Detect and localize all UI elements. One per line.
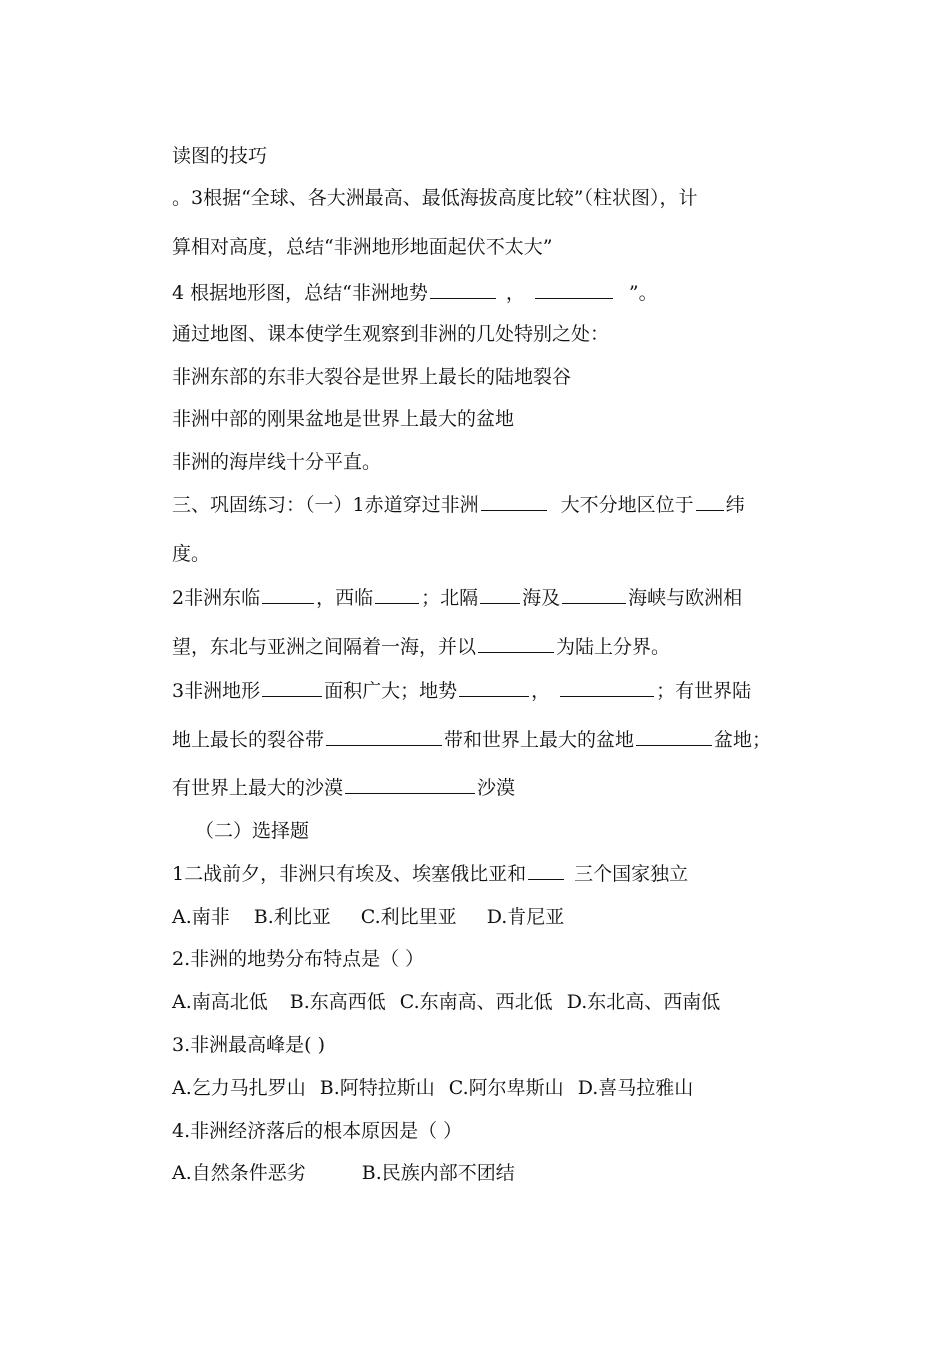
fill-blank[interactable] xyxy=(535,280,613,299)
question-3-options xyxy=(172,1075,693,1101)
line-exercise-3-end: 有世界上最大的沙漠 沙漠 xyxy=(172,777,516,799)
option-b[interactable]: B.利比亚 xyxy=(253,906,331,928)
fill-blank[interactable] xyxy=(262,585,314,604)
fill-blank[interactable] xyxy=(478,634,554,653)
question-1: 1二战前夕，非洲只有埃及、埃塞俄比亚和 三个国家独立 xyxy=(172,863,689,885)
question-3: 3.非洲最高峰是( ) xyxy=(172,1034,325,1056)
fill-blank[interactable] xyxy=(481,492,547,511)
question-1-options xyxy=(172,904,564,930)
line-exercise-3-cont: 地上最长的裂谷带 带和世界上最大的盆地 盆地； xyxy=(172,729,772,751)
question-2-options xyxy=(172,989,720,1015)
option-c[interactable]: C.阿尔卑斯山 xyxy=(448,1077,564,1099)
question-4: 4.非洲经济落后的根本原因是（ ） xyxy=(172,1120,463,1142)
fill-blank[interactable] xyxy=(528,861,564,880)
line-reading-tips: 读图的技巧 xyxy=(172,145,268,167)
fill-blank[interactable] xyxy=(562,585,626,604)
option-d[interactable]: D.肯尼亚 xyxy=(486,906,565,928)
question-4-options xyxy=(172,1160,515,1186)
line-item-3-cont: 算相对高度，总结“非洲地形地面起伏不太大” xyxy=(172,236,553,258)
option-a[interactable]: A.南高北低 xyxy=(172,991,268,1013)
line-congo-basin: 非洲中部的刚果盆地是世界上最大的盆地 xyxy=(172,408,515,430)
fill-blank[interactable] xyxy=(636,727,712,746)
fill-blank[interactable] xyxy=(430,280,496,299)
fill-blank[interactable] xyxy=(696,492,724,511)
option-b[interactable]: B.民族内部不团结 xyxy=(361,1162,515,1184)
line-exercise-2: 2非洲东临 ，西临 ；北隔 海及 海峡与欧洲相 xyxy=(172,587,743,609)
line-rift-valley: 非洲东部的东非大裂谷是世界上最长的陆地裂谷 xyxy=(172,366,572,388)
line-exercise-3: 3非洲地形 面积广大；地势 ， ；有世界陆 xyxy=(172,680,752,702)
fill-blank[interactable] xyxy=(345,775,475,794)
fill-blank[interactable] xyxy=(560,678,654,697)
line-exercise-2-cont: 望，东北与亚洲之间隔着一海，并以 为陆上分界。 xyxy=(172,636,671,658)
option-b[interactable]: B.阿特拉斯山 xyxy=(319,1077,435,1099)
fill-blank[interactable] xyxy=(326,727,442,746)
fill-blank[interactable] xyxy=(480,585,520,604)
section-choice-heading: （二）选择题 xyxy=(195,820,310,842)
option-a[interactable]: A.南非 xyxy=(172,906,230,928)
fill-blank[interactable] xyxy=(459,678,529,697)
option-d[interactable]: D.东北高、西南低 xyxy=(566,991,721,1013)
question-2: 2.非洲的地势分布特点是（ ） xyxy=(172,948,425,970)
line-exercise-1: 三、巩固练习：（一）1赤道穿过非洲 大不分地区位于 纬 xyxy=(172,494,745,516)
fill-blank[interactable] xyxy=(262,678,322,697)
option-a[interactable]: A.自然条件恶劣 xyxy=(172,1162,306,1184)
line-coastline: 非洲的海岸线十分平直。 xyxy=(172,451,382,473)
option-c[interactable]: C.利比里亚 xyxy=(360,906,457,928)
line-exercise-1-cont: 度。 xyxy=(172,543,211,565)
option-b[interactable]: B.东高西低 xyxy=(289,991,386,1013)
option-a[interactable]: A.乞力马扎罗山 xyxy=(172,1077,306,1099)
option-d[interactable]: D.喜马拉雅山 xyxy=(577,1077,694,1099)
line-item-4: 4 根据地形图，总结“非洲地势 ， ”。 xyxy=(172,282,658,304)
line-item-3: 。3根据“全球、各大洲最高、最低海拔高度比较”（柱状图），计 xyxy=(172,187,698,209)
line-observe: 通过地图、课本使学生观察到非洲的几处特别之处： xyxy=(172,323,610,345)
fill-blank[interactable] xyxy=(375,585,419,604)
option-c[interactable]: C.东南高、西北低 xyxy=(399,991,553,1013)
